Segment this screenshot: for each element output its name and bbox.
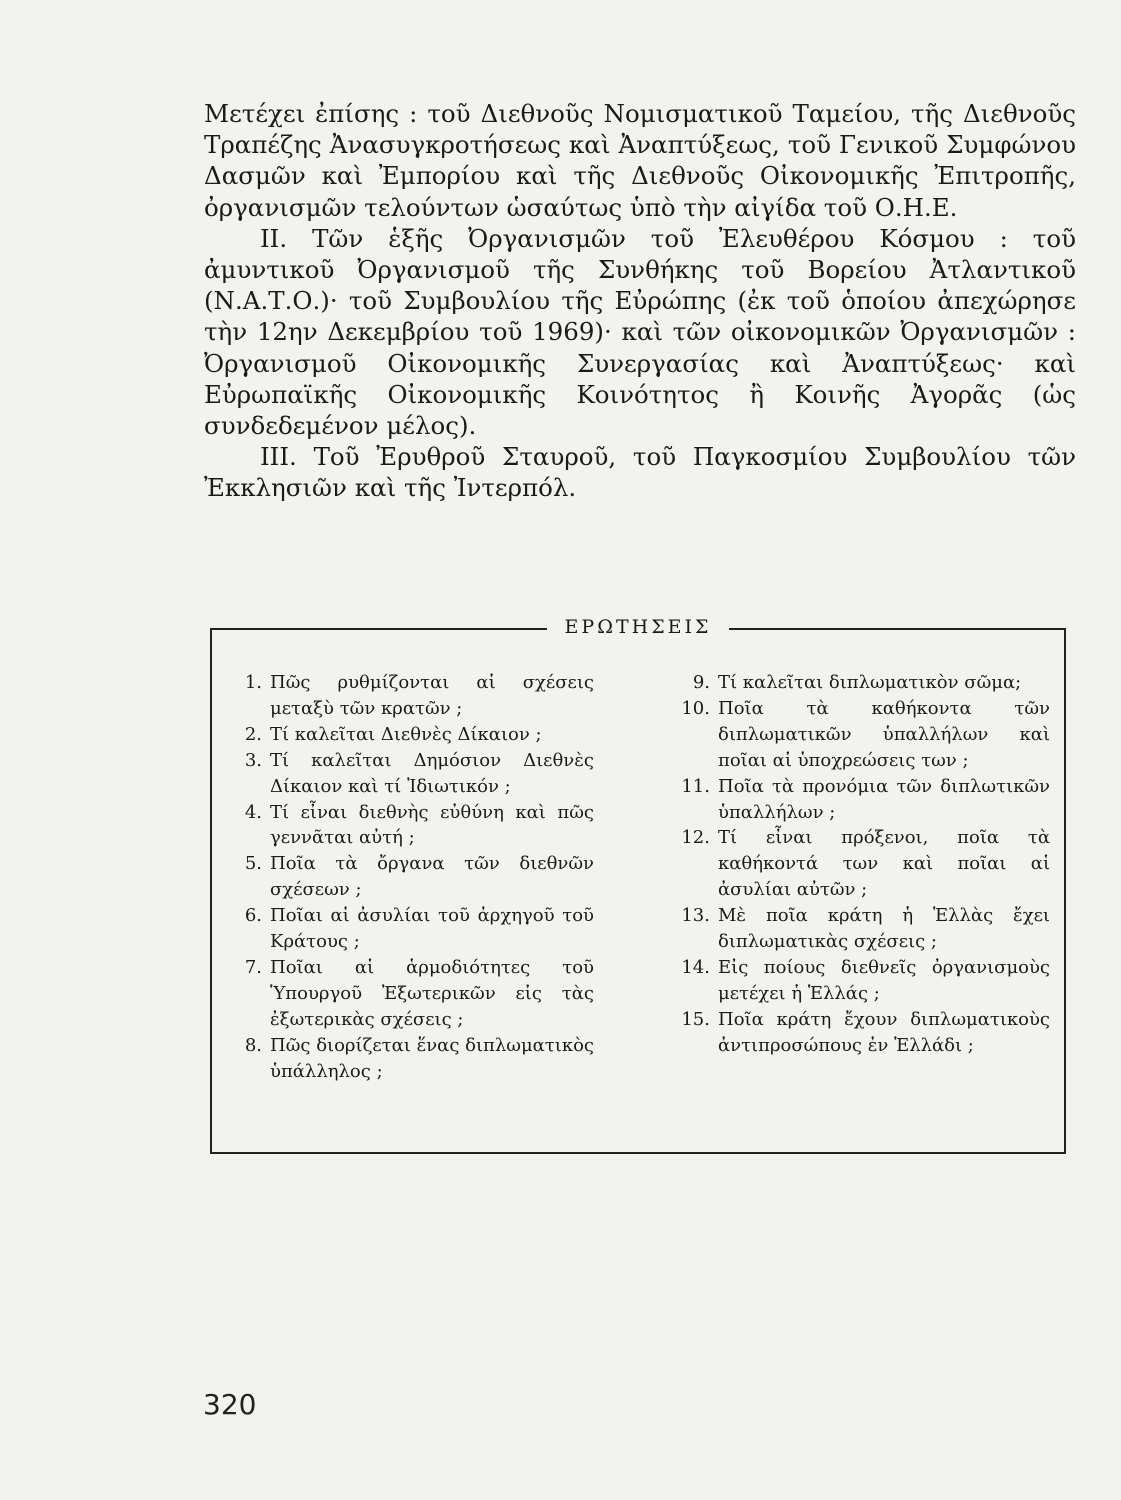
question-number: 10.: [681, 697, 710, 719]
question-item: [226, 1033, 594, 1085]
body-text: [204, 98, 1076, 504]
questions-right-column: [666, 670, 1050, 1059]
questions-title: ΕΡΩΤΗΣΕΙΣ: [547, 616, 730, 638]
question-item: [666, 1007, 1050, 1059]
paragraph-international-monetary: Μετέχει ἐπίσης : τοῦ Διεθνοῦς Νομισματικοῦ Ταμείου, τῆς Διεθνοῦς Τραπέζης Ἀνασυγκροτήσεως καὶ Ἀναπτύξεως, τοῦ Γενικοῦ Συμφώνου Δασμῶν καὶ Ἐμπορίου καὶ τῆς Διεθνοῦς Οἰκονομικῆς Ἐπιτροπῆς, ὀργανισμῶν τελούντων ὡσαύτως ὑπὸ τὴν αἰγίδα τοῦ Ο.Η.Ε.: [204, 99, 1076, 222]
questions-box: [210, 616, 1066, 1154]
question-number: 9.: [692, 672, 710, 693]
question-text: Τί εἶναι πρόξενοι, ποῖα τὰ καθήκοντά των καὶ ποῖαι αἱ ἀσυλίαι αὐτῶν ;: [718, 827, 1050, 901]
question-item: [666, 955, 1050, 1007]
paragraph-free-world-organizations: ΙΙ. Τῶν ἑξῆς Ὀργανισμῶν τοῦ Ἐλευθέρου Κόσμου : τοῦ ἀμυντικοῦ Ὀργανισμοῦ τῆς Συνθήκης τοῦ Βορείου Ἀτλαντικοῦ (Ν.Α.Τ.Ο.)· τοῦ Συμβουλίου τῆς Εὐρώπης (ἐκ τοῦ ὁποίου ἀπεχώρησε τὴν 12ην Δεκεμβρίου τοῦ 1969)· καὶ τῶν οἰκονομικῶν Ὀργανισμῶν : Ὀργανισμοῦ Οἰκονομικῆς Συνεργασίας καὶ Ἀναπτύξεως· καὶ Εὐρωπαϊκῆς Οἰκονομικῆς Κοινότητος ἢ Κοινῆς Ἀγορᾶς (ὡς συνδεδεμένον μέλος).: [204, 223, 1076, 441]
questions-left-column: [226, 670, 594, 1085]
question-number: 3.: [244, 749, 262, 771]
question-text: Τί εἶναι διεθνὴς εὐθύνη καὶ πῶς γεννᾶται αὐτή ;: [270, 801, 594, 849]
question-text: Ποῖα τὰ καθήκοντα τῶν διπλωματικῶν ὑπαλλήλων καὶ ποῖαι αἱ ὑποχρεώσεις των ;: [718, 697, 1050, 771]
question-item: [226, 748, 594, 800]
question-number: 11.: [681, 775, 710, 797]
questions-title-row: [212, 616, 1064, 638]
question-text: Πῶς διορίζεται ἕνας διπλωματικὸς ὑπάλληλος ;: [270, 1034, 594, 1082]
question-text: Μὲ ποῖα κράτη ἡ Ἑλλὰς ἔχει διπλωματικὰς σχέσεις ;: [718, 905, 1050, 953]
question-item: [226, 670, 594, 722]
question-number: 7.: [244, 956, 262, 978]
question-number: 5.: [244, 853, 262, 875]
question-text: Ποῖα κράτη ἔχουν διπλωματικοὺς ἀντιπροσώπους ἐν Ἑλλάδι ;: [718, 1008, 1050, 1056]
question-item: [666, 903, 1050, 955]
question-item: [666, 825, 1050, 903]
question-item: [226, 851, 594, 903]
question-number: 2.: [244, 723, 262, 745]
question-item: [226, 955, 594, 1033]
question-text: Ποῖα τὰ προνόμια τῶν διπλωτικῶν ὑπαλλήλων ;: [718, 775, 1050, 823]
question-text: Τί καλεῖται Δημόσιον Διεθνὲς Δίκαιον καὶ τί Ἰδιωτικόν ;: [270, 749, 594, 797]
question-text: Εἰς ποίους διεθνεῖς ὀργανισμοὺς μετέχει ἡ Ἑλλάς ;: [718, 956, 1050, 1004]
question-number: 13.: [681, 905, 710, 927]
question-item: [666, 696, 1050, 774]
question-number: 8.: [244, 1034, 262, 1056]
question-item: [666, 670, 1050, 696]
question-text: Ποῖαι αἱ ἀσυλίαι τοῦ ἀρχηγοῦ τοῦ Κράτους ;: [270, 905, 594, 953]
question-item: [226, 903, 594, 955]
page-number: 320: [203, 1388, 257, 1421]
question-text: Ποῖα τὰ ὄργανα τῶν διεθνῶν σχέσεων ;: [270, 853, 594, 901]
paragraph-red-cross: ΙΙΙ. Τοῦ Ἐρυθροῦ Σταυροῦ, τοῦ Παγκοσμίου Συμβουλίου τῶν Ἐκκλησιῶν καὶ τῆς Ἰντερπόλ.: [204, 442, 1076, 503]
question-text: Τί καλεῖται Διεθνὲς Δίκαιον ;: [270, 723, 542, 745]
question-item: [666, 774, 1050, 826]
question-number: 15.: [681, 1008, 710, 1030]
question-number: 6.: [244, 905, 262, 927]
question-item: [226, 722, 594, 748]
question-number: 14.: [681, 956, 710, 978]
question-text: Ποῖαι αἱ ἁρμοδιότητες τοῦ Ὑπουργοῦ Ἐξωτερικῶν εἰς τὰς ἐξωτερικὰς σχέσεις ;: [270, 956, 594, 1030]
question-number: 4.: [244, 801, 262, 823]
question-text: Τί καλεῖται διπλωματικὸν σῶμα;: [718, 672, 1022, 693]
question-number: 12.: [681, 827, 710, 849]
question-text: Πῶς ρυθμίζονται αἱ σχέσεις μεταξὺ τῶν κρατῶν ;: [270, 672, 594, 719]
question-item: [226, 800, 594, 852]
question-number: 1.: [244, 672, 262, 693]
